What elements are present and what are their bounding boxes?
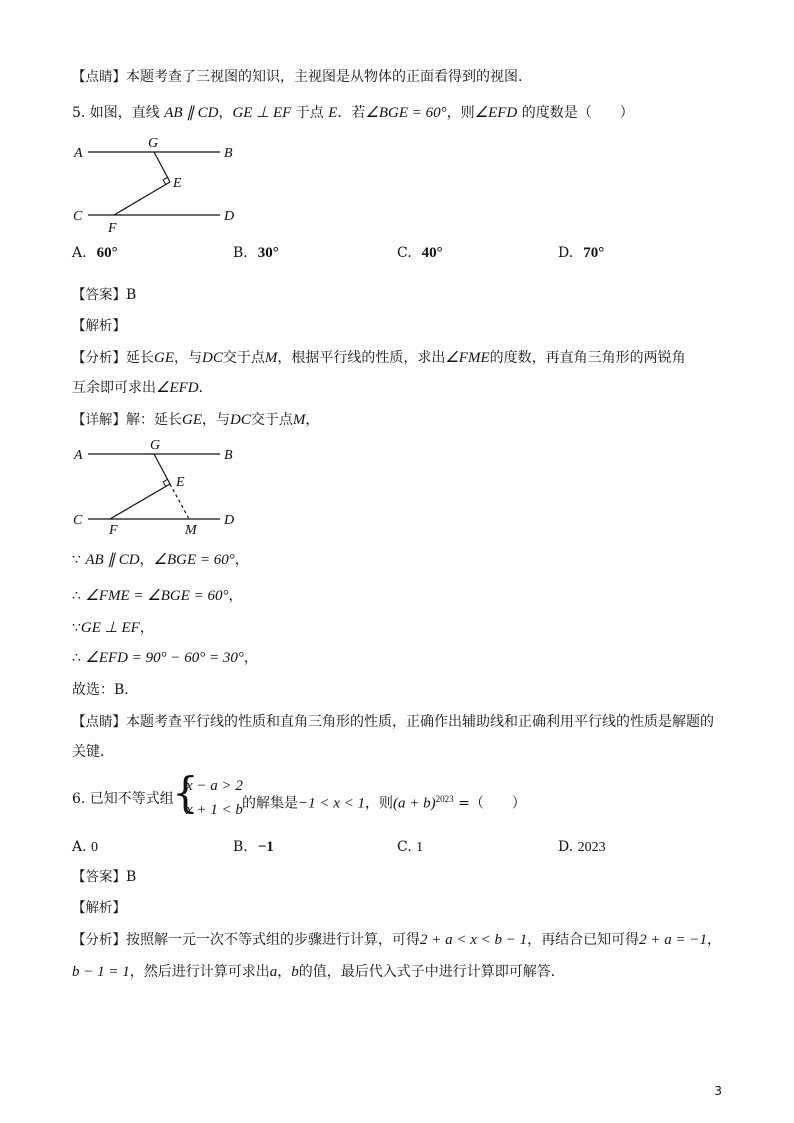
text: 的解集是	[242, 795, 298, 812]
math-m: M	[292, 412, 306, 428]
analysis-label: 【分析】	[72, 350, 126, 366]
because-symbol: ∵	[72, 552, 81, 568]
segment-ef	[114, 182, 170, 215]
answer-tag: 【答案】	[72, 287, 126, 303]
q5-angle-efd: ∠EFD	[474, 105, 518, 121]
point-tag: 【点睛】	[72, 69, 126, 85]
figure-2	[70, 432, 250, 540]
point-tag: 【点睛】	[72, 714, 126, 730]
q5-option-c	[397, 243, 443, 263]
therefore-symbol: ∴	[72, 588, 81, 604]
math: GE ⊥ EF	[80, 620, 140, 636]
label-d: D	[224, 209, 235, 224]
text: ，则	[365, 795, 394, 812]
math-m: M	[264, 350, 278, 366]
math: ∠BGE = 60°	[153, 552, 235, 568]
option-letter: C.	[397, 245, 412, 261]
label-b: B	[224, 448, 233, 463]
analysis-tag: 【解析】	[72, 900, 126, 916]
label-f: F	[109, 523, 118, 538]
q5-choose	[72, 680, 138, 700]
text: 交于点	[250, 412, 293, 428]
q5-perp: GE ⊥ EF	[232, 105, 292, 121]
label-c: C	[73, 209, 83, 224]
math: ∠FME = ∠BGE = 60°	[85, 588, 229, 604]
option-value: 70°	[583, 245, 605, 261]
text: ，然后进行计算可求出	[129, 964, 270, 980]
label-a: A	[74, 146, 83, 161]
text: 交于点	[222, 350, 265, 366]
text: ，再结合已知可得	[527, 932, 640, 948]
q5-point-1	[72, 712, 714, 732]
ineq-1: x − a > 2	[186, 778, 243, 794]
q5-tail: 的度数是（ ）	[517, 105, 634, 121]
detail-tag: 【详解】	[72, 412, 126, 428]
label-b: B	[224, 146, 233, 161]
text: ，	[139, 620, 154, 636]
label-e: E	[176, 475, 185, 490]
option-letter: D.	[558, 839, 574, 855]
q6-stem-rest	[242, 789, 526, 814]
q5-step-3	[72, 618, 154, 638]
math: b − 1 = 1	[72, 964, 130, 980]
q6-option-c	[397, 837, 423, 858]
label-g: G	[150, 438, 161, 453]
text: 按照解一元一次不等式组的步骤进行计算，可得	[126, 932, 420, 948]
math-fme: ∠FME	[445, 350, 490, 366]
answer-value: B	[126, 869, 137, 885]
q6-analysis-heading	[72, 898, 126, 918]
q5-option-a	[72, 243, 118, 263]
q5-stem	[72, 103, 634, 123]
because-symbol: ∵	[72, 620, 81, 636]
math-ge: GE	[182, 412, 202, 428]
option-value: 60°	[96, 245, 118, 261]
text: 延长	[126, 350, 154, 366]
text: ，	[305, 412, 320, 428]
analysis-tag: 【解析】	[72, 318, 126, 334]
q5-mid2: ．若	[337, 105, 366, 121]
q5-analysis-heading	[72, 316, 126, 336]
q5-step-1	[72, 550, 249, 570]
q5-step-4	[72, 648, 258, 668]
point-text: 本题考查了三视图的知识，主视图是从物体的正面看得到的视图.	[126, 69, 523, 85]
label-m: M	[185, 523, 197, 538]
label-d: D	[224, 513, 235, 528]
text: ，	[707, 932, 722, 948]
q6-analysis-line-1	[72, 930, 721, 950]
text: 解：延长	[126, 412, 182, 428]
math: 2 + a < x < b − 1	[420, 932, 528, 948]
q5-prefix: 5. 如图，直线	[72, 105, 165, 121]
answer-value: B	[126, 287, 137, 303]
q6-option-d	[558, 837, 606, 858]
q6-option-a	[72, 837, 98, 858]
math-range: −1 < x < 1	[298, 795, 366, 812]
q5-option-d	[558, 243, 604, 263]
math: AB ∥ CD	[85, 552, 140, 568]
q5-analysis-line-1	[72, 348, 686, 368]
text: ，	[277, 964, 292, 980]
segment-ef	[110, 484, 170, 519]
q5-point-e: E	[328, 105, 338, 121]
math-b: b	[291, 964, 299, 980]
math: 2 + a = −1	[639, 932, 708, 948]
option-value: 0	[91, 840, 99, 855]
math-dc: DC	[202, 350, 223, 366]
text: =（ ）	[453, 795, 526, 812]
text: 6. 已知不等式组	[72, 791, 174, 807]
q5-sep: ，	[218, 105, 233, 121]
q6-option-b	[233, 837, 274, 857]
option-letter: C.	[397, 839, 412, 855]
label-f: F	[108, 221, 117, 236]
label-g: G	[148, 136, 159, 151]
answer-tag: 【答案】	[72, 869, 126, 885]
math-dc: DC	[230, 412, 251, 428]
text: 的度数，再直角三角形的两锐角	[489, 350, 686, 366]
figure-1	[70, 130, 250, 238]
text: 关键．	[72, 744, 114, 760]
text: ，与	[202, 412, 230, 428]
analysis-label: 【分析】	[72, 932, 126, 948]
point-paragraph	[72, 67, 522, 87]
q5-angle-bge: ∠BGE = 60°	[365, 105, 447, 121]
math: ∠EFD = 90° − 60° = 30°	[85, 650, 244, 666]
math-a: a	[269, 964, 278, 980]
q6-prefix	[72, 789, 174, 809]
option-value: −1	[257, 839, 274, 855]
q5-answer	[72, 285, 136, 305]
q6-analysis-line-2	[72, 962, 565, 982]
q5-point-2	[72, 742, 114, 762]
q5-mid3: ，则	[446, 105, 475, 121]
text: 本题考查平行线的性质和直角三角形的性质，正确作出辅助线和正确利用平行线的性质是解题的	[126, 714, 714, 730]
math-expr: (a + b)	[393, 795, 436, 812]
label-c: C	[73, 513, 83, 528]
q5-analysis-line-2	[72, 378, 213, 398]
text: 的值，最后代入式子中进行计算即可解答．	[298, 964, 565, 980]
text: ．	[198, 380, 213, 396]
text: ，根据平行线的性质，求出	[277, 350, 446, 366]
q5-step-2	[72, 586, 243, 606]
option-value: 1	[416, 840, 424, 855]
text: ，	[139, 552, 154, 568]
exponent: 2023	[435, 794, 454, 804]
q5-parallel: AB ∥ CD	[164, 105, 219, 121]
text: ，	[234, 552, 249, 568]
option-letter: B.	[233, 839, 248, 855]
ineq-2: x + 1 < b	[186, 802, 243, 818]
math-efd: ∠EFD	[156, 380, 199, 396]
option-value: 40°	[421, 245, 443, 261]
option-letter: A.	[72, 839, 87, 855]
text: 互余即可求出	[72, 380, 156, 396]
therefore-symbol: ∴	[72, 650, 81, 666]
q5-option-b	[233, 243, 279, 263]
text: ，与	[174, 350, 202, 366]
option-letter: D.	[558, 245, 574, 261]
label-e: E	[173, 176, 182, 191]
math-ge: GE	[154, 350, 174, 366]
option-value: 30°	[257, 245, 279, 261]
option-value: 2023	[577, 840, 606, 855]
q5-mid: 于点	[291, 105, 329, 121]
system-brace: {	[172, 768, 199, 817]
option-letter: B.	[233, 245, 248, 261]
text: 故选：B．	[72, 682, 139, 698]
q5-detail	[72, 410, 319, 430]
option-letter: A.	[72, 245, 87, 261]
label-a: A	[74, 448, 83, 463]
q6-answer	[72, 867, 136, 887]
page-number: 3	[714, 1084, 722, 1098]
text: ，	[243, 650, 258, 666]
text: ，	[228, 588, 243, 604]
